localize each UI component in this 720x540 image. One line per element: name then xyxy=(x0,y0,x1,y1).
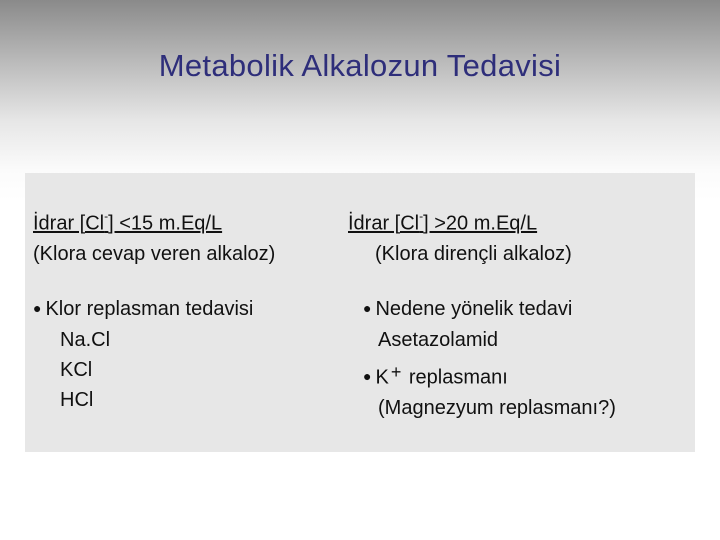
right-heading: İdrar [Cl-] >20 m.Eq/L xyxy=(348,209,538,235)
bullet-icon: ● xyxy=(363,368,372,385)
slide-title: Metabolik Alkalozun Tedavisi xyxy=(158,48,562,83)
left-bullet: ● Klor replasman tedavisi xyxy=(33,294,275,325)
right-bullet-2: ● K + replasmanı xyxy=(348,355,616,394)
left-item-hcl: HCl xyxy=(60,388,94,411)
left-item-kcl: KCl xyxy=(60,358,93,381)
right-item-asetazolamid: Asetazolamid xyxy=(378,328,499,351)
content-box xyxy=(25,173,695,452)
left-column xyxy=(33,203,275,415)
left-heading: İdrar [Cl-] <15 m.Eq/L xyxy=(33,209,223,235)
right-subheading: (Klora dirençli alkaloz) xyxy=(375,242,572,265)
left-subheading: (Klora cevap veren alkaloz) xyxy=(33,242,276,265)
left-item-nacl: Na.Cl xyxy=(60,328,111,351)
right-column xyxy=(348,203,616,423)
bullet-icon: ● xyxy=(363,299,372,316)
bullet-icon: ● xyxy=(33,299,42,316)
right-item-magnezyum: (Magnezyum replasmanı?) xyxy=(378,397,616,420)
right-bullet-1: ● Nedene yönelik tedavi xyxy=(348,294,616,325)
